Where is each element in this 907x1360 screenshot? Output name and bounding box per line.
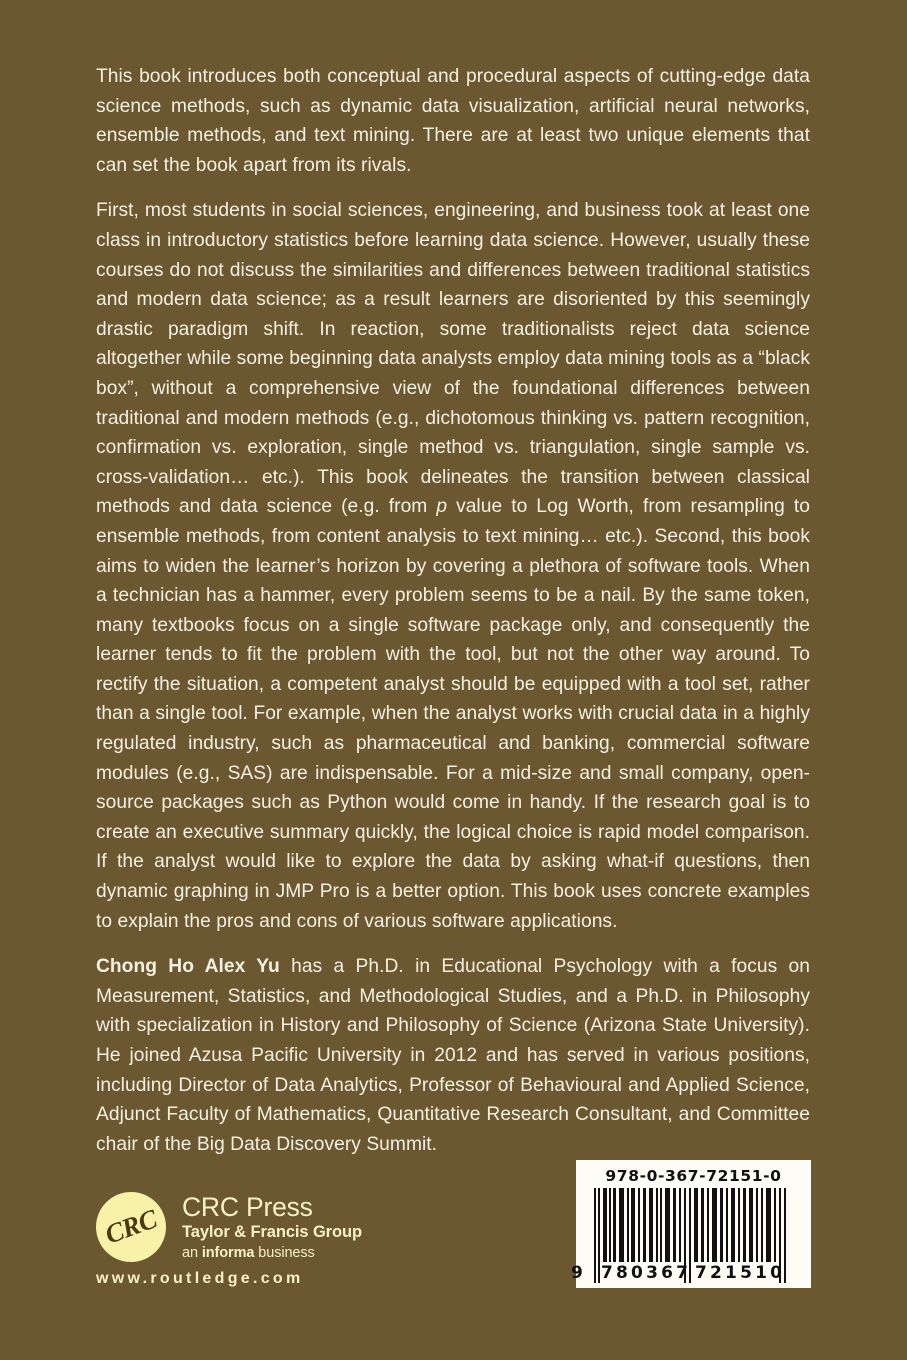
publisher-url[interactable]: www.routledge.com <box>96 1270 304 1287</box>
author-bio-paragraph <box>96 952 810 1159</box>
ean-lead-digit: 9 <box>571 1263 583 1283</box>
barcode-bar <box>631 1188 635 1262</box>
blurb-italic-p: p <box>436 496 448 518</box>
barcode-bar <box>638 1188 640 1262</box>
publisher-informa-line <box>182 1243 362 1263</box>
barcode-bar <box>613 1188 616 1262</box>
author-name: Chong Ho Alex Yu <box>96 956 280 978</box>
crc-logo-icon <box>96 1192 166 1262</box>
barcode-bar <box>749 1188 753 1262</box>
barcode-bar <box>660 1188 662 1262</box>
barcode-bar <box>731 1188 735 1262</box>
barcode-bar <box>619 1188 624 1262</box>
barcode-bars-area <box>571 1188 802 1283</box>
crc-logo-letters: CRC <box>101 1203 161 1250</box>
barcode-bar <box>673 1188 676 1262</box>
barcode-bar <box>707 1188 709 1262</box>
blurb-paragraph-2 <box>96 196 810 936</box>
publisher-logo-row <box>96 1190 426 1263</box>
barcode-bar <box>656 1188 658 1262</box>
informa-brand: informa <box>201 1245 255 1261</box>
barcode-bar <box>774 1188 776 1262</box>
barcode-bar <box>609 1188 611 1262</box>
barcode-bar <box>679 1188 681 1262</box>
barcode-bar <box>738 1188 740 1262</box>
barcode-bar <box>756 1188 758 1262</box>
barcode-bar <box>701 1188 704 1262</box>
barcode-bar <box>761 1188 763 1262</box>
publisher-block <box>96 1190 426 1288</box>
publisher-wordmark <box>182 1190 362 1263</box>
barcode-bar <box>627 1188 629 1262</box>
isbn-number: 978-0-367-72151-0 <box>605 1167 782 1185</box>
barcode-bar <box>766 1188 771 1262</box>
ean-digits-row <box>571 1263 802 1283</box>
barcode-bar <box>712 1188 717 1262</box>
ean-right-group: 721510 <box>695 1263 786 1283</box>
publisher-group: Taylor & Francis Group <box>182 1223 362 1241</box>
barcode-bar <box>743 1188 746 1262</box>
barcode-bar <box>720 1188 723 1262</box>
blurb-paragraph-2-part-2: value to Log Worth, from resampling to ensemble methods, from content analysis to text mining… etc.). Second, this book aims to widen the learner’s horizon by covering a plethora of software tools. When a technician has a hammer, every problem seems to be a nail. By the same token, many textbooks focus on a single software package only, and consequently the learner tends to fit the problem with the tool, but not the other way around. To rectify the situation, a competent analyst should be equipped with a tool set, rather than a single tool. For example, when the analyst works with crucial data in a highly regulated industry, such as pharmaceutical and banking, commercial software modules (e.g., SAS) are indispensable. For a mid-size and small company, open-source packages such as Python would come in handy. If the research goal is to create an executive summary quickly, the logical choice is rapid model comparison. If the analyst would like to explore the data by asking what-if questions, then dynamic graphing in JMP Pro is a better option. This book uses concrete examples to explain the pros and cons of various software applications. <box>96 496 810 932</box>
ean-left-group: 780367 <box>601 1263 692 1283</box>
barcode-bar <box>665 1188 670 1262</box>
barcode-bar <box>694 1188 698 1262</box>
publisher-name: CRC Press <box>182 1192 313 1222</box>
isbn-barcode <box>571 1160 811 1288</box>
barcode-bar <box>726 1188 728 1262</box>
informa-prefix: an <box>182 1245 202 1261</box>
informa-suffix: business <box>254 1245 315 1261</box>
barcode-bar <box>649 1188 653 1262</box>
author-bio-text: has a Ph.D. in Educational Psychology with a focus on Measurement, Statistics, and Methodological Studies, and a Ph.D. in Philosophy with specialization in History and Philosophy of Science (Arizona State University). He joined Azusa Pacific University in 2012 and has served in various positions, including Director of Data Analytics, Professor of Behavioural and Applied Science, Adjunct Faculty of Mathematics, Quantitative Research Consultant, and Committee chair of the Big Data Discovery Summit. <box>96 956 810 1155</box>
blurb-paragraph-1: This book introduces both conceptual and procedural aspects of cutting-edge data science methods, such as dynamic data visualization, artificial neural networks, ensemble methods, and text mining. There are at least two unique elements that can set the book apart from its rivals. <box>96 66 810 176</box>
barcode-bar <box>643 1188 646 1262</box>
barcode-bar <box>603 1188 607 1262</box>
blurb-section <box>96 62 810 1159</box>
blurb-paragraph-2-part-1: First, most students in social sciences, engineering, and business took at least one class in introductory statistics before learning data science. However, usually these courses do not discuss the similarities and differences between traditional statistics and modern data science; as a result learners are disoriented by this seemingly drastic paradigm shift. In reaction, some traditionalists reject data science altogether while some beginning data analysts employ data mining tools as a “black box”, without a comprehensive view of the foundational differences between traditional and modern methods (e.g., dichotomous thinking vs. pattern recognition, confirmation vs. exploration, single method vs. triangulation, single sample vs. cross-validation… etc.). This book delineates the transition between classical methods and data science (e.g. from <box>96 200 810 518</box>
